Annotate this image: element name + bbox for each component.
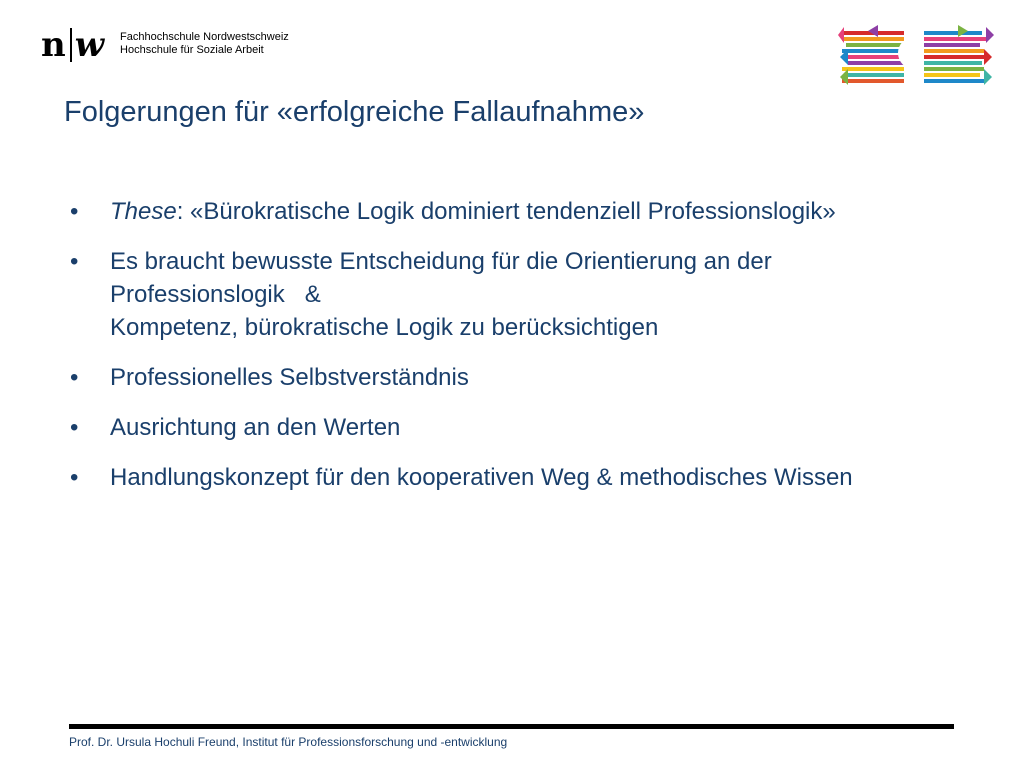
- institution-name: [120, 31, 289, 57]
- fhnw-logo: [41, 25, 289, 65]
- bullet-item-decision: [70, 245, 1000, 344]
- bullet-item-self-understanding: [70, 361, 1000, 394]
- bullet-text: Ausrichtung an den Werten: [110, 414, 401, 441]
- bullet-line-2: Professionslogik &: [110, 281, 321, 308]
- bullet-item-action-concept: [70, 461, 1000, 494]
- bullet-line-1: Es braucht bewusste Entscheidung für die Orientierung an der: [110, 248, 772, 275]
- bullet-marker: •: [70, 248, 79, 275]
- bullet-list: [70, 195, 1000, 511]
- footer-author: Prof. Dr. Ursula Hochuli Freund, Institut für Professionsforschung und -entwicklung: [69, 735, 508, 749]
- logo-letter-w: w: [74, 25, 105, 65]
- bullet-marker: •: [70, 464, 79, 491]
- bullet-item-values: [70, 411, 1000, 444]
- thesis-text: : «Bürokratische Logik dominiert tendenziell Professionslogik»: [176, 198, 836, 225]
- thesis-label: These: [110, 198, 177, 225]
- footer-divider: [69, 724, 954, 729]
- bullet-text: Handlungskonzept für den kooperativen Weg & methodisches Wissen: [110, 464, 853, 491]
- institution-line-2: Hochschule für Soziale Arbeit: [120, 44, 264, 56]
- slide-title: Folgerungen für «erfolgreiche Fallaufnahme»: [64, 96, 645, 128]
- bullet-text: [110, 245, 772, 344]
- bullet-marker: •: [70, 414, 79, 441]
- institution-line-1: Fachhochschule Nordwestschweiz: [120, 31, 289, 43]
- bullet-text: Professionelles Selbstverständnis: [110, 364, 469, 391]
- bullet-marker: •: [70, 364, 79, 391]
- right-arrow-cluster: [924, 25, 994, 85]
- bullet-item-thesis: [70, 195, 1000, 228]
- logo-divider: [70, 28, 72, 62]
- left-arrow-cluster: [838, 25, 904, 85]
- colorful-arrows-icon: [838, 25, 994, 89]
- nw-logo-mark: [41, 25, 105, 65]
- logo-letter-n: n: [41, 25, 66, 65]
- bullet-text: [110, 195, 836, 228]
- bullet-line-3: Kompetenz, bürokratische Logik zu berücksichtigen: [110, 314, 659, 341]
- bullet-marker: •: [70, 198, 79, 225]
